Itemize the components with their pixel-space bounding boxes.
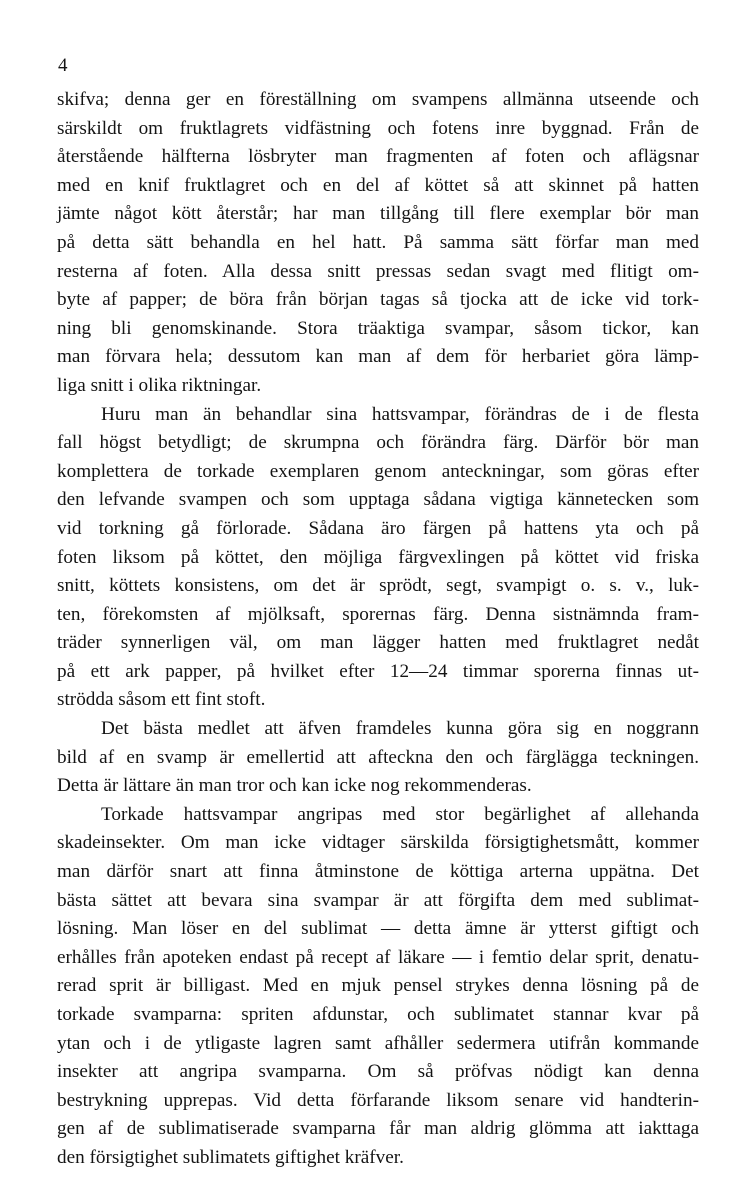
body-text: [57, 86, 699, 1173]
paragraph: [57, 401, 699, 716]
text-line: torkade svamparna: spriten afdunstar, och sublimatet stannar kvar på: [57, 1004, 699, 1025]
paragraph: [57, 801, 699, 1173]
text-line: byte af papper; de böra från början tagas så tjocka att de icke vid tork-: [57, 289, 699, 311]
text-line: den försigtighet sublimatets giftighet kräfver.: [57, 1146, 404, 1168]
text-line: ytan och i de ytligaste lagren samt afhåller sedermera utifrån kommande: [57, 1032, 699, 1054]
text-line: rerad sprit är billigast. Med en mjuk pensel strykes denna lösning på de: [57, 975, 699, 997]
text-line: på ett ark papper, på hvilket efter 12—24 timmar sporerna finnas ut-: [57, 660, 699, 682]
text-line: särskildt om fruktlagrets vidfästning och fotens inre byggnad. Från de: [57, 117, 699, 139]
text-line: erhålles från apoteken endast på recept af läkare — i femtio delar sprit, denatu-: [57, 946, 699, 968]
text-line: träder synnerligen väl, om man lägger hatten med fruktlagret nedåt: [57, 632, 699, 654]
text-line: insekter att angripa svamparna. Om så pröfvas nödigt kan denna: [57, 1061, 699, 1083]
text-line: man därför snart att finna åtminstone de köttiga arterna uppätna. Det: [57, 861, 699, 883]
text-line: komplettera de torkade exemplaren genom anteckningar, som göras efter: [57, 460, 699, 482]
text-line: vid torkning gå förlorade. Sådana äro färgen på hattens yta och på: [57, 517, 699, 539]
text-line: Huru man än behandlar sina hattsvampar, förändras de i de flesta: [101, 403, 699, 425]
text-line: lösning. Man löser en del sublimat — detta ämne är ytterst giftigt och: [57, 918, 699, 940]
text-line: liga snitt i olika riktningar.: [57, 374, 262, 396]
text-line: Detta är lättare än man tror och kan icke nog rekommenderas.: [57, 775, 532, 797]
text-line: ten, förekomsten af mjölksaft, sporernas färg. Denna sistnämnda fram-: [57, 603, 699, 625]
text-line: fall högst betydligt; de skrumpna och förändra färg. Därför bör man: [57, 432, 699, 454]
paragraph: [57, 715, 699, 801]
text-line: med en knif fruktlagret och en del af köttet så att skinnet på hatten: [57, 174, 699, 196]
text-line: bästa sättet att bevara sina svampar är att förgifta dem med sublimat-: [57, 889, 699, 911]
text-line: Torkade hattsvampar angripas med stor begärlighet af allehanda: [101, 803, 699, 825]
text-line: ning bli genomskinande. Stora träaktiga svampar, såsom tickor, kan: [57, 317, 699, 339]
text-line: foten liksom på köttet, den möjliga färgvexlingen på köttet vid friska: [57, 546, 699, 568]
text-line: skifva; denna ger en föreställning om svampens allmänna utseende och: [57, 89, 699, 110]
text-line: man förvara hela; dessutom kan man af dem för herbariet göra lämp-: [57, 346, 699, 368]
page-number: 4: [58, 55, 68, 76]
paragraph: [57, 86, 699, 401]
text-line: den lefvande svampen och som upptaga sådana vigtiga kännetecken som: [57, 489, 699, 511]
text-line: bild af en svamp är emellertid att afteckna den och färglägga teckningen.: [57, 746, 699, 768]
text-line: skadeinsekter. Om man icke vidtager särskilda försigtighetsmått, kommer: [57, 832, 699, 854]
text-line: snitt, köttets konsistens, om det är sprödt, segt, svampigt o. s. v., luk-: [57, 575, 699, 597]
text-line: gen af de sublimatiserade svamparna får man aldrig glömma att iakttaga: [57, 1118, 699, 1140]
text-line: återstående hälfterna lösbryter man fragmenten af foten och aflägsnar: [57, 146, 699, 168]
text-line: strödda såsom ett fint stoft.: [57, 689, 266, 711]
text-line: bestrykning upprepas. Vid detta förfarande liksom senare vid handterin-: [57, 1089, 699, 1111]
text-line: på detta sätt behandla en hel hatt. På samma sätt förfar man med: [57, 231, 699, 253]
text-line: jämte något kött återstår; har man tillgång till flere exemplar bör man: [57, 203, 699, 225]
text-line: Det bästa medlet att äfven framdeles kunna göra sig en noggrann: [101, 718, 699, 740]
text-line: resterna af foten. Alla dessa snitt pressas sedan svagt med flitigt om-: [57, 260, 699, 282]
